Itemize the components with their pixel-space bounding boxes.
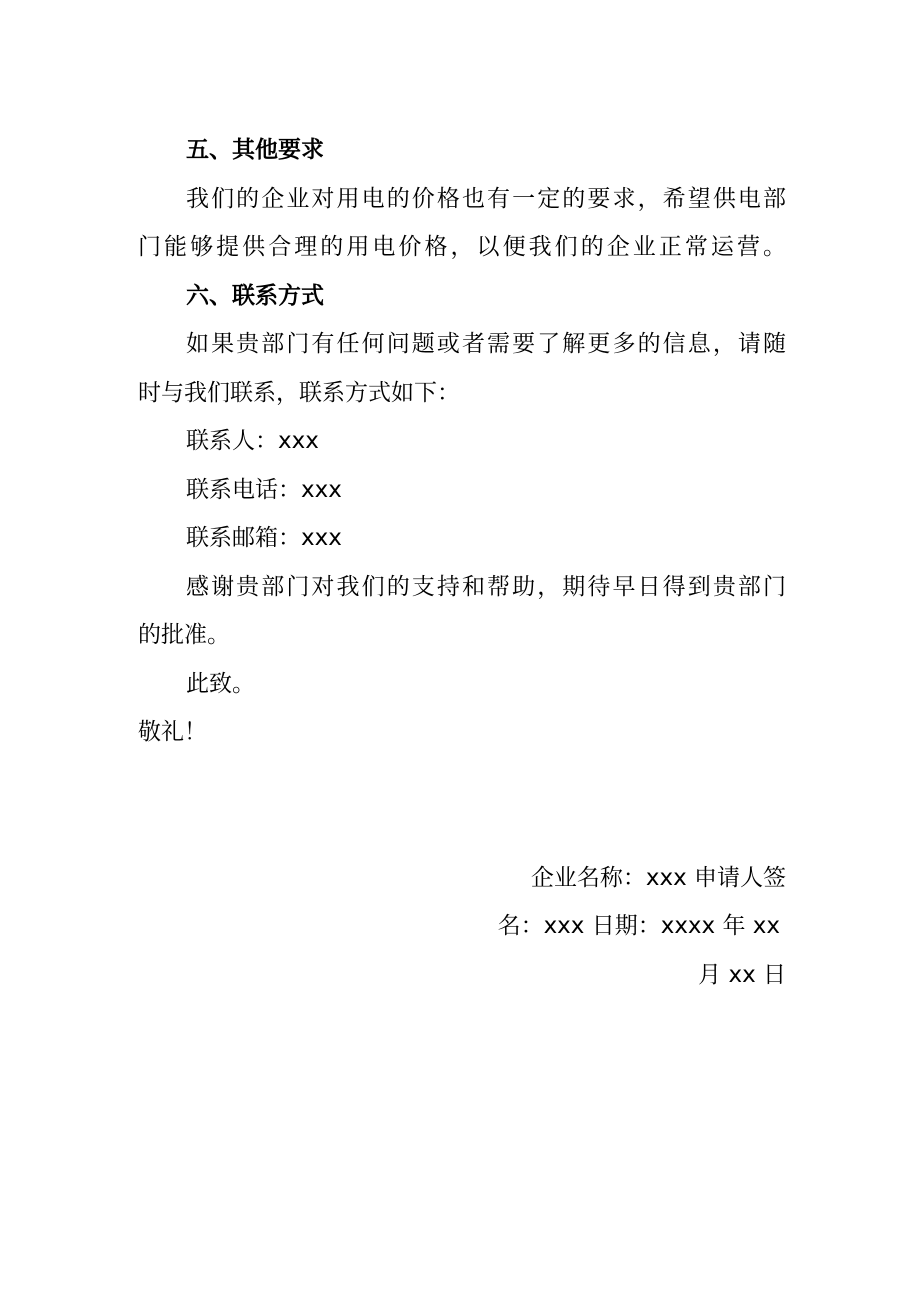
section-six-heading: 六、联系方式 bbox=[186, 282, 324, 309]
thanks-paragraph-line-2: 的批准。 bbox=[138, 622, 230, 648]
thanks-paragraph-line-1: 感谢贵部门对我们的支持和帮助，期待早日得到贵部门 bbox=[186, 573, 786, 600]
salutation-text: 敬礼！ bbox=[138, 719, 207, 745]
contact-email: 联系邮箱：xxx bbox=[186, 525, 342, 551]
document-page bbox=[138, 126, 786, 999]
section-six-paragraph-line-2: 时与我们联系，联系方式如下： bbox=[138, 379, 460, 406]
contact-phone: 联系电话：xxx bbox=[186, 476, 342, 503]
signature-line-1: 企业名称：xxx 申请人签 bbox=[530, 864, 786, 891]
signature-line-3: 月 xx 日 bbox=[698, 961, 786, 988]
signature-line-2: 名：xxx 日期：xxxx 年 xx bbox=[497, 913, 780, 939]
signature-spacer bbox=[138, 757, 786, 854]
section-six-paragraph-line-1: 如果贵部门有任何问题或者需要了解更多的信息，请随 bbox=[186, 331, 786, 357]
contact-person: 联系人：xxx bbox=[186, 428, 319, 454]
section-five-paragraph-line-1: 我们的企业对用电的价格也有一定的要求，希望供电部 bbox=[186, 185, 786, 212]
section-five-paragraph-line-2: 门能够提供合理的用电价格，以便我们的企业正常运营。 bbox=[138, 234, 786, 260]
closing-text: 此致。 bbox=[186, 670, 255, 697]
section-five-heading: 五、其他要求 bbox=[186, 137, 324, 163]
